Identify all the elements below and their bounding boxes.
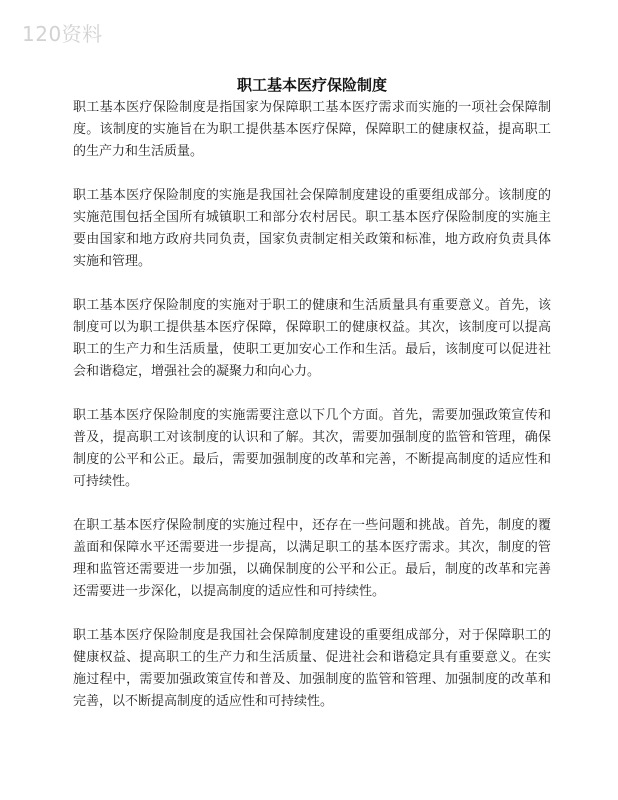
paragraph-6: 职工基本医疗保险制度是我国社会保障制度建设的重要组成部分，对于保障职工的健康权益、提高职工的生产力和生活质量、促进社会和谐稳定具有重要意义。在实施过程中，需要加强政策宣传和普及、加强制度的监管和管理、加强制度的改革和完善，以不断提高制度的适应性和可持续性。: [73, 628, 551, 709]
paragraph-3: 职工基本医疗保险制度的实施对于职工的健康和生活质量具有重要意义。首先，该制度可以为职工提供基本医疗保障，保障职工的健康权益。其次，该制度可以提高职工的生产力和生活质量，使职工更加安心工作和生活。最后，该制度可以促进社会和谐稳定，增强社会的凝聚力和向心力。: [73, 298, 551, 379]
watermark-logo: 120资料: [22, 22, 103, 46]
paragraph-2: 职工基本医疗保险制度的实施是我国社会保障制度建设的重要组成部分。该制度的实施范围包括全国所有城镇职工和部分农村居民。职工基本医疗保险制度的实施主要由国家和地方政府共同负责，国家负责制定相关政策和标准，地方政府负责具体实施和管理。: [73, 188, 551, 269]
document-body: [73, 74, 551, 735]
paragraph-5: 在职工基本医疗保险制度的实施过程中，还存在一些问题和挑战。首先，制度的覆盖面和保障水平还需要进一步提高，以满足职工的基本医疗需求。其次，制度的管理和监管还需要进一步加强，以确保制度的公平和公正。最后，制度的改革和完善还需要进一步深化，以提高制度的适应性和可持续性。: [73, 518, 551, 599]
paragraph-4: 职工基本医疗保险制度的实施需要注意以下几个方面。首先，需要加强政策宣传和普及，提高职工对该制度的认识和了解。其次，需要加强制度的监管和管理，确保制度的公平和公正。最后，需要加强制度的改革和完善，不断提高制度的适应性和可持续性。: [73, 408, 551, 489]
document-title: 职工基本医疗保险制度: [236, 76, 387, 94]
paragraph-1: 职工基本医疗保险制度是指国家为保障职工基本医疗需求而实施的一项社会保障制度。该制度的实施旨在为职工提供基本医疗保障，保障职工的健康权益，提高职工的生产力和生活质量。: [73, 100, 551, 159]
